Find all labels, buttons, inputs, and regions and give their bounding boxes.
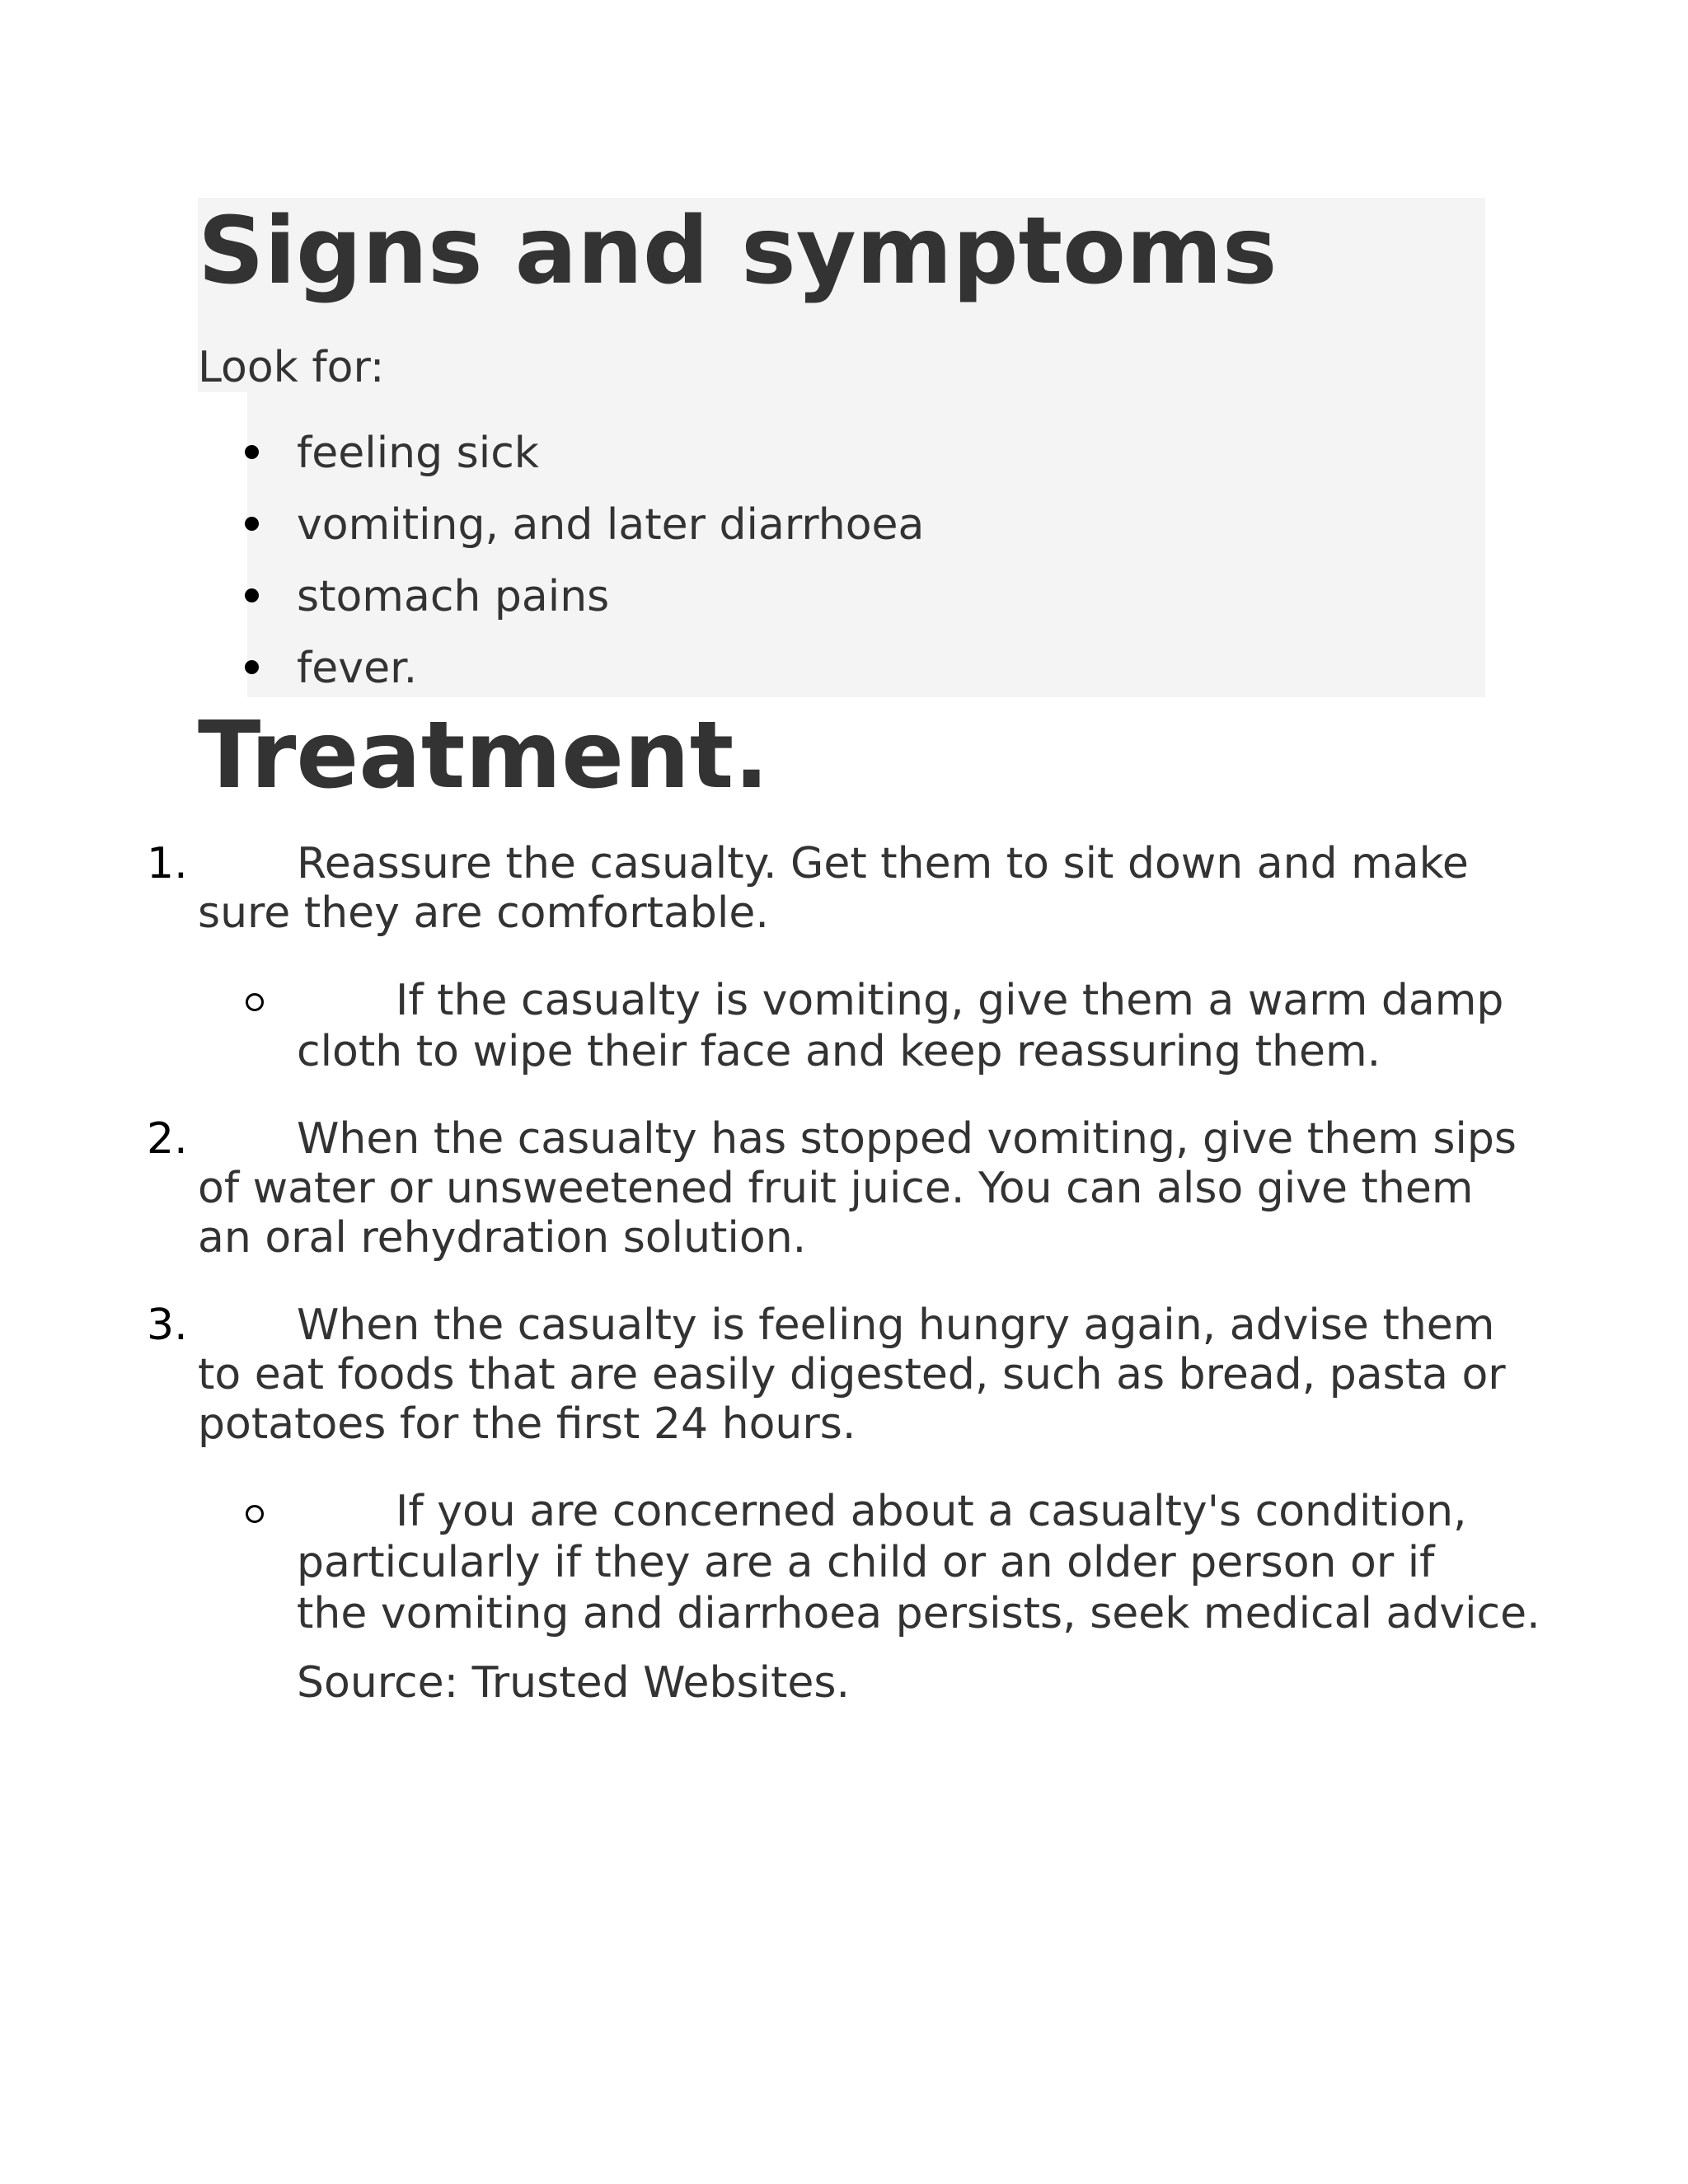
signs-heading: Signs and symptoms (198, 198, 1278, 305)
treatment-heading: Treatment. (198, 702, 769, 809)
list-item (0, 570, 1688, 623)
step-number: 2. (147, 1114, 188, 1164)
bullet-icon (245, 445, 259, 459)
list-item-text: stomach pains (297, 572, 610, 621)
sub-point-line: particularly if they are a child or an older person or if (297, 1538, 1435, 1587)
list-item (0, 427, 1688, 480)
source-note: Source: Trusted Websites. (297, 1658, 851, 1708)
step-line: potatoes for the first 24 hours. (198, 1399, 856, 1449)
step-line: an oral rehydration solution. (198, 1213, 807, 1263)
sub-point-line: the vomiting and diarrhoea persists, seek medical advice. (297, 1589, 1540, 1638)
circle-bullet-icon (246, 1505, 264, 1523)
list-item (0, 642, 1688, 695)
bullet-icon (245, 588, 259, 602)
step-number: 1. (147, 839, 188, 888)
sub-point-line: cloth to wipe their face and keep reassuring them. (297, 1027, 1381, 1076)
list-item (0, 499, 1688, 551)
step-line: Reassure the casualty. Get them to sit down and make (297, 839, 1469, 888)
bullet-icon (245, 660, 259, 674)
sub-point-text (297, 1486, 1540, 1639)
step-line: When the casualty has stopped vomiting, give them sips (297, 1114, 1517, 1164)
step-text (198, 1301, 1517, 1449)
step-line: of water or unsweetened fruit juice. You can also give them (198, 1164, 1474, 1213)
step-text (198, 839, 1517, 938)
step-text (198, 1114, 1517, 1263)
step-line: to eat foods that are easily digested, such as bread, pasta or (198, 1350, 1506, 1399)
sub-point-line: If you are concerned about a casualty's condition, (396, 1487, 1467, 1536)
bullet-icon (245, 517, 259, 531)
sub-point-text (297, 975, 1517, 1077)
list-item-text: fever. (297, 644, 418, 693)
circle-bullet-icon (246, 993, 264, 1011)
signs-intro: Look for: (198, 343, 385, 392)
step-line: sure they are comfortable. (198, 888, 769, 938)
step-line: When the casualty is feeling hungry again, advise them (297, 1301, 1495, 1350)
step-number: 3. (147, 1301, 188, 1350)
list-item-text: feeling sick (297, 429, 539, 478)
sub-point-line: If the casualty is vomiting, give them a warm damp (396, 976, 1504, 1025)
list-item-text: vomiting, and later diarrhoea (297, 500, 925, 550)
